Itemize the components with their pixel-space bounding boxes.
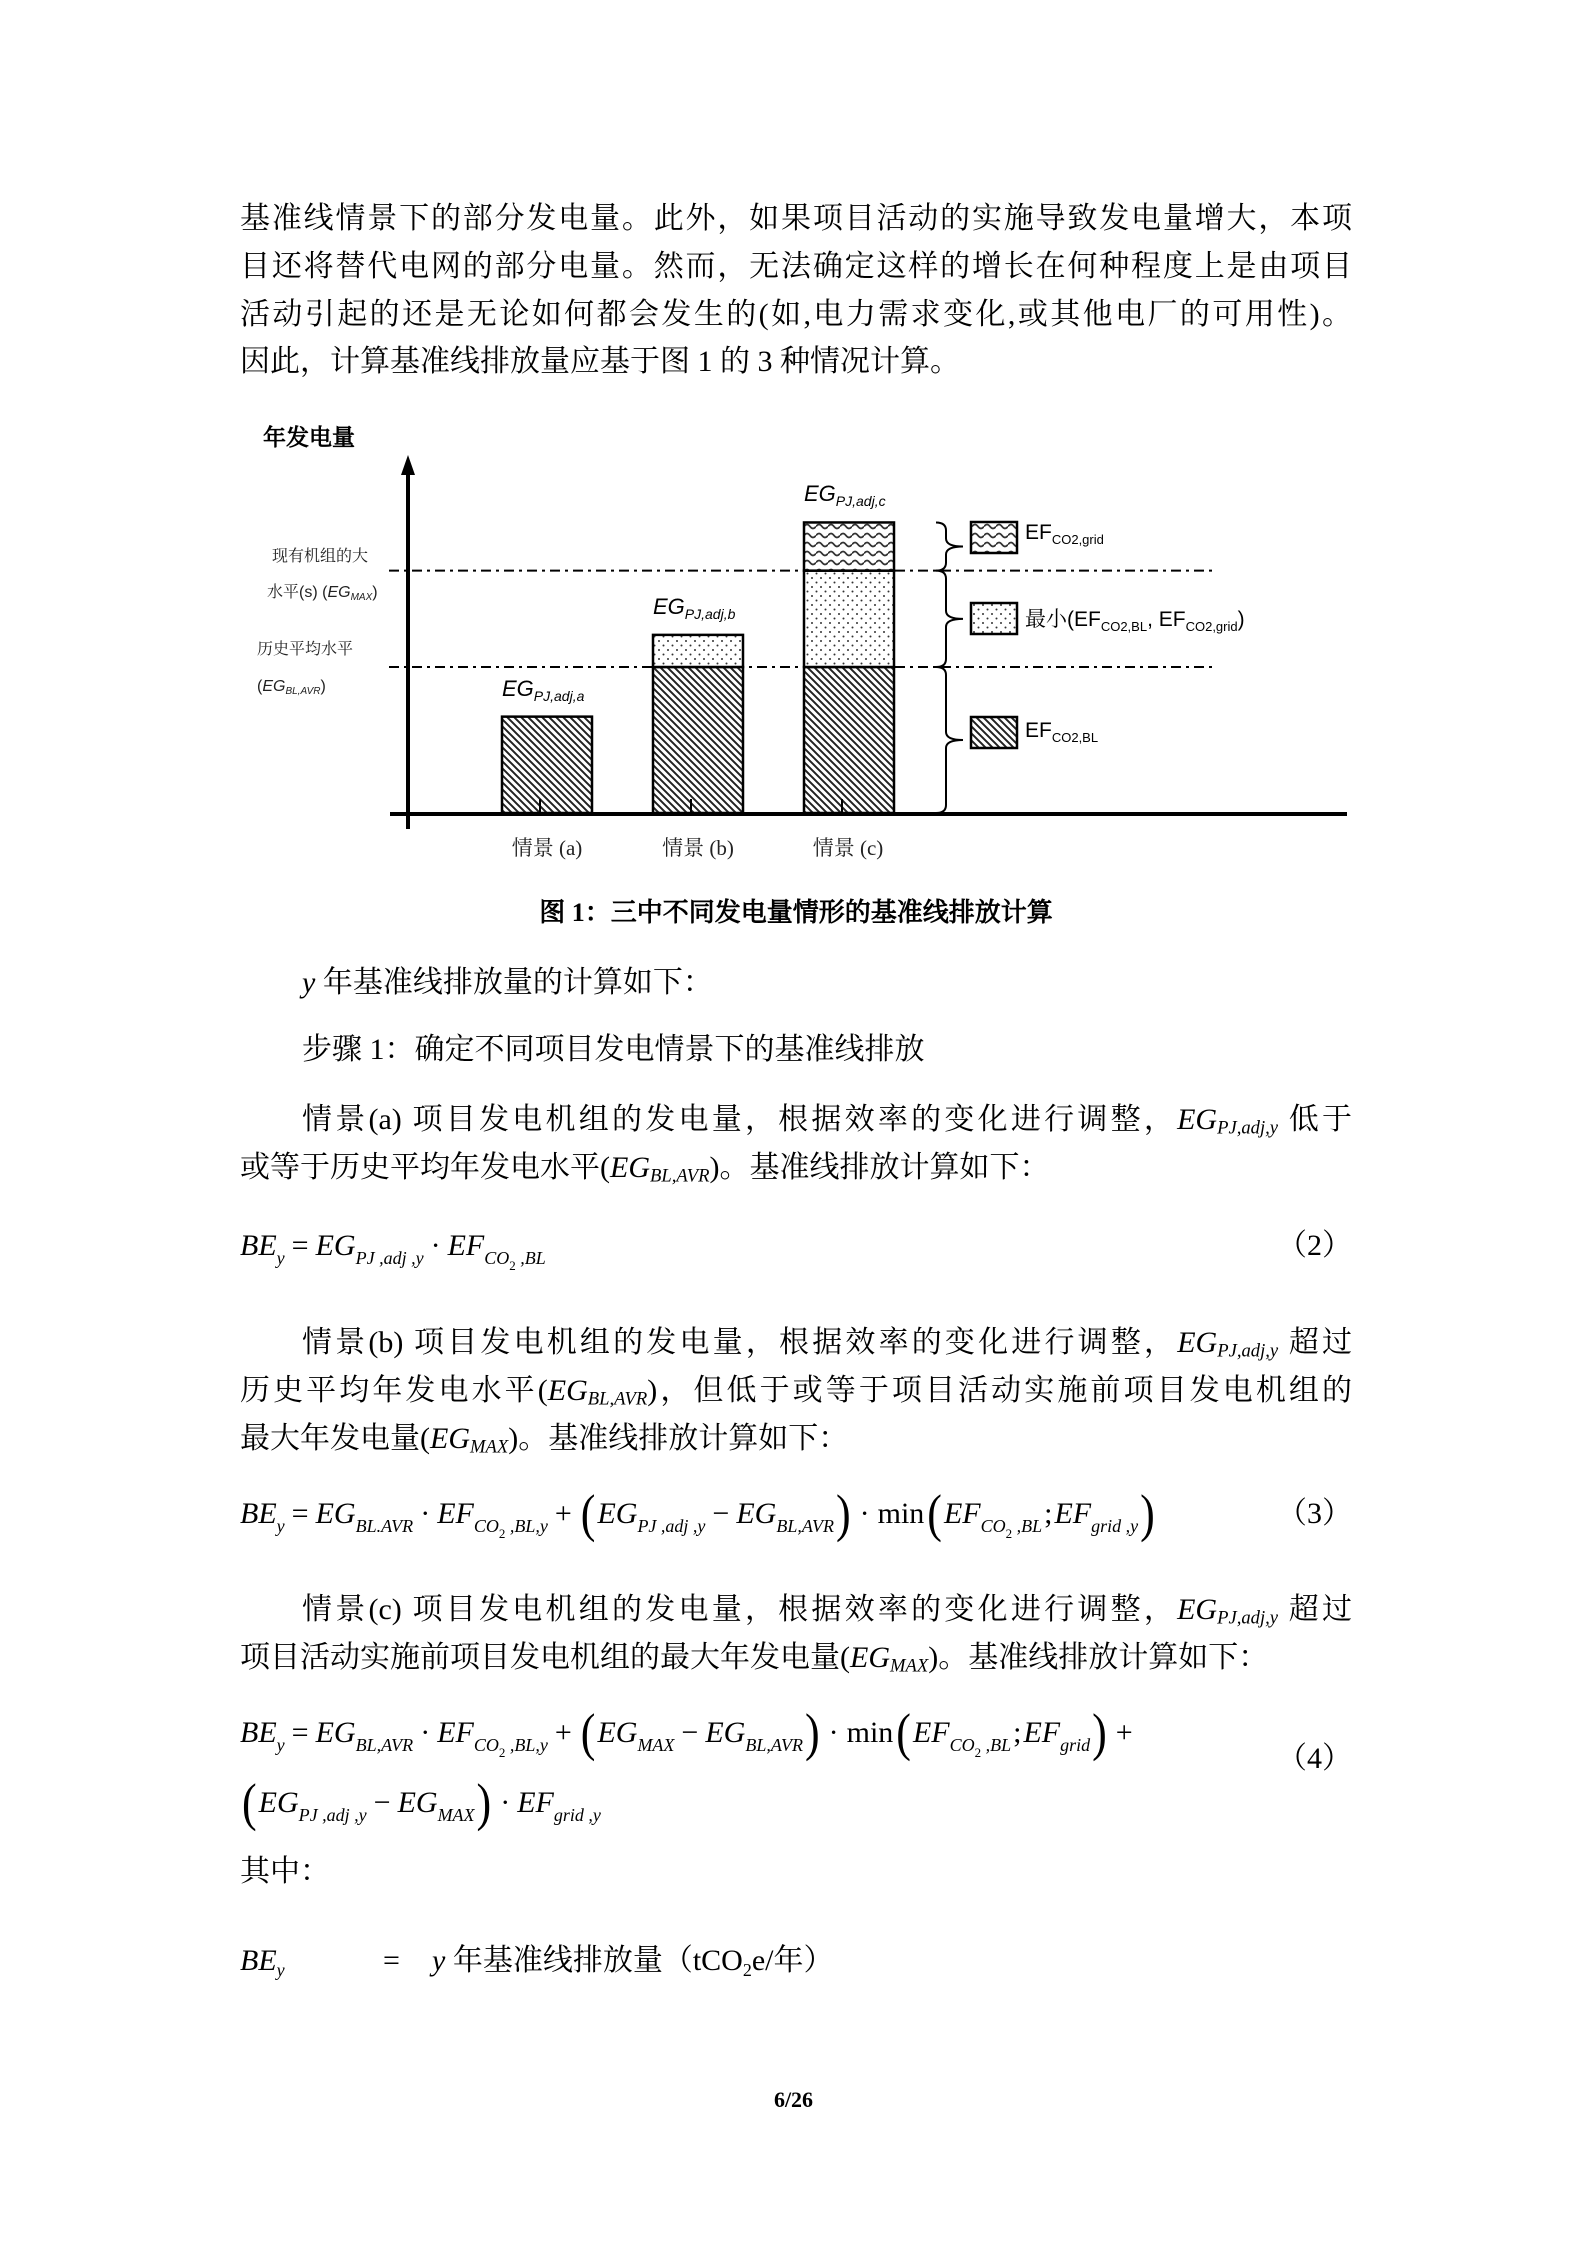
text-run: 情景(b) 项目发电机组的发电量，根据效率的变化进行调整，: [302, 1326, 1178, 1359]
scenario-b-line: [240, 1415, 848, 1463]
math-operator: ·: [430, 1229, 441, 1262]
subscript: PJ,adj,y: [1217, 1117, 1279, 1139]
subscript: PJ,adj,y: [1217, 1340, 1279, 1362]
where-label: [240, 1848, 330, 1896]
subscript: grid: [1060, 1735, 1091, 1755]
text-run: , EF: [1147, 608, 1186, 631]
math-operator: =: [291, 1497, 309, 1530]
parenthesis: (: [927, 1484, 942, 1543]
text-run: 其中：: [240, 1855, 330, 1888]
math-symbol: EG: [850, 1641, 890, 1674]
math-operator: =: [291, 1229, 309, 1262]
math-operator: +: [554, 1497, 572, 1530]
text-run: )。基准线排放计算如下：: [709, 1151, 1050, 1184]
math-symbol: EG: [1177, 1103, 1218, 1136]
text-run: )，但低于或等于项目活动实施前项目发电机组的: [647, 1374, 1352, 1407]
text-run: 超过: [1278, 1326, 1353, 1359]
equation-4-line-2: [240, 1773, 601, 1832]
figure-caption: 图 1：三中不同发电量情形的基准线排放计算: [539, 898, 1053, 927]
subscript: PJ ,adj ,y: [637, 1516, 706, 1536]
subscript: CO2,grid: [1051, 532, 1104, 547]
step-1-heading: [302, 1026, 925, 1074]
math-symbol: EG: [315, 1497, 356, 1530]
text-run: )。基准线排放计算如下：: [508, 1422, 849, 1455]
scenario-a-line: [302, 1096, 1352, 1144]
subscript: 2: [498, 1745, 506, 1760]
math-symbol: EG: [1177, 1326, 1218, 1359]
math-symbol: EG: [262, 678, 286, 695]
subscript: CO2,grid: [1185, 619, 1238, 634]
text-run: 目还将替代电网的部分电量。然而，无法确定这样的增长在何种程度上是由项目: [240, 250, 1352, 283]
bar-label: [502, 675, 584, 710]
subscript: CO2,BL: [1051, 730, 1099, 745]
definition-equals: =: [383, 1944, 400, 1977]
subscript: PJ,adj,a: [533, 687, 585, 704]
text-run: 情景(c) 项目发电机组的发电量，根据效率的变化进行调整，: [302, 1593, 1178, 1626]
math-symbol: EG: [1177, 1593, 1218, 1626]
definition-symbol: [240, 1937, 285, 1985]
math-symbol: EG: [327, 584, 351, 601]
reference-label-max: [267, 581, 378, 610]
parenthesis: ): [1140, 1484, 1155, 1543]
math-operator: −: [712, 1497, 730, 1530]
subscript: CO: [484, 1248, 510, 1268]
text-run: e/年）: [751, 1944, 834, 1977]
math-symbol: y: [432, 1944, 446, 1977]
subscript: BL,AVR: [776, 1516, 834, 1536]
subscript: PJ ,adj ,y: [298, 1805, 367, 1825]
subscript: ,BL: [1012, 1516, 1043, 1536]
text-run: )。基准线排放计算如下：: [928, 1641, 1269, 1674]
subscript: CO: [949, 1735, 975, 1755]
subscript: y: [276, 1735, 285, 1755]
math-operator: +: [1115, 1716, 1133, 1749]
math-symbol: EF: [437, 1497, 474, 1530]
bar-segment-ef-bl: [653, 667, 743, 813]
subscript: BL,AVR: [650, 1165, 710, 1187]
chart-marks: [389, 522, 1212, 813]
subscript: PJ,adj,y: [1217, 1607, 1279, 1629]
bar-segment-ef-bl: [502, 717, 592, 813]
subscript: 2: [974, 1745, 982, 1760]
subscript: ,BL,y: [505, 1516, 548, 1536]
subscript: BL,AVR: [355, 1735, 414, 1755]
subscript: PJ,adj,c: [835, 493, 886, 510]
parenthesis: ): [1092, 1703, 1107, 1762]
math-operator: ·: [859, 1497, 870, 1530]
legend-label: [1025, 519, 1104, 554]
math-operator: ·: [420, 1716, 431, 1749]
text-run: 步骤 1：确定不同项目发电情景下的基准线排放: [302, 1033, 925, 1066]
text-run: EF: [1025, 521, 1052, 544]
math-symbol: EG: [547, 1374, 588, 1407]
subscript: BL.AVR: [355, 1516, 414, 1536]
math-symbol: EG: [315, 1716, 356, 1749]
equation-2-number: （2）: [1277, 1229, 1352, 1262]
brace-icon: [936, 571, 963, 667]
math-symbol: EG: [258, 1786, 299, 1819]
legend-swatch-hatch: [971, 717, 1017, 748]
math-operator: =: [291, 1716, 309, 1749]
reference-label-max: [272, 545, 368, 569]
y-axis-arrow-icon: [401, 455, 415, 475]
text-run: 历史平均水平: [257, 641, 354, 658]
text-run: ): [320, 678, 326, 695]
math-operator: −: [681, 1716, 699, 1749]
page-number: 6/26: [773, 2087, 814, 2112]
text-run: 超过: [1278, 1593, 1352, 1626]
brace-icon: [936, 667, 963, 813]
reference-label-avr: [257, 638, 353, 662]
equation-3: [240, 1484, 1157, 1543]
subscript: PJ ,adj ,y: [355, 1248, 424, 1268]
subscript: MAX: [637, 1735, 675, 1755]
subscript: y: [276, 1516, 285, 1536]
math-symbol: EG: [430, 1422, 470, 1455]
math-symbol: EG: [315, 1229, 356, 1262]
equation-3-number: （3）: [1277, 1497, 1352, 1530]
subscript: BL,AVR: [745, 1735, 803, 1755]
math-symbol: EF: [912, 1716, 950, 1749]
subscript: CO: [980, 1516, 1006, 1536]
subscript: y: [276, 1248, 285, 1268]
text-run: 活动引起的还是无论如何都会发生的(如,电力需求变化,或其他电厂的可用性)。: [240, 298, 1352, 331]
math-symbol: BE: [240, 1229, 277, 1262]
math-symbol: EF: [437, 1716, 474, 1749]
text-run: 年基准线排放量的计算如下：: [315, 966, 713, 999]
parenthesis: (: [242, 1773, 257, 1832]
bar-label: [653, 593, 735, 628]
math-function: min: [846, 1716, 894, 1749]
math-symbol: EF: [1023, 1716, 1061, 1749]
legend-swatch-wave: [971, 522, 1017, 553]
scenario-a-line: [240, 1144, 1050, 1192]
text-run: 年基准线排放量（tCO: [445, 1944, 743, 1977]
scenario-c-line: [302, 1586, 1352, 1634]
math-symbol: BE: [240, 1716, 277, 1749]
subscript: MAX: [470, 1436, 509, 1458]
parenthesis: ): [835, 1484, 851, 1543]
text-run: 情景(a) 项目发电机组的发电量，根据效率的变化进行调整，: [302, 1103, 1178, 1136]
subscript: 2: [1005, 1526, 1013, 1541]
text-run: ): [372, 584, 378, 601]
definition-description: [432, 1937, 834, 1985]
math-symbol: EG: [397, 1786, 438, 1819]
subscript: y: [276, 1960, 285, 1980]
subscript: MAX: [437, 1805, 475, 1825]
subscript: ,BL: [981, 1735, 1012, 1755]
parenthesis: ): [476, 1773, 492, 1832]
equation-2: [240, 1222, 546, 1273]
equation-4-number: （4）: [1277, 1742, 1352, 1775]
text-run: (: [257, 678, 263, 695]
calc-intro: [302, 959, 713, 1007]
subscript: BL,AVR: [285, 686, 321, 697]
scenario-b-line: [240, 1367, 1352, 1415]
x-tick-label: 情景 (c): [812, 836, 884, 860]
reference-label-avr: [257, 675, 326, 704]
text-run: EF: [1025, 719, 1052, 742]
math-operator: ·: [420, 1497, 431, 1530]
text-run: 或等于历史平均年发电水平(: [240, 1151, 610, 1184]
subscript: PJ,adj,b: [684, 605, 736, 622]
math-symbol: EF: [943, 1497, 981, 1530]
math-symbol: EG: [597, 1497, 638, 1530]
subscript: 2: [742, 1960, 752, 1980]
subscript: CO2,BL: [1100, 619, 1148, 634]
subscript: ,BL,y: [505, 1735, 548, 1755]
punctuation: ;: [1013, 1716, 1022, 1749]
text-run: 最大年发电量(: [240, 1422, 430, 1455]
bar-segment-ef-grid: [804, 522, 894, 570]
text-run: ): [1237, 608, 1245, 631]
legend-label: [1025, 717, 1098, 752]
math-operator: ·: [500, 1786, 511, 1819]
text-run: 低于: [1278, 1103, 1352, 1136]
math-symbol: EG: [736, 1497, 777, 1530]
math-symbol: y: [302, 966, 316, 999]
math-symbol: EF: [517, 1786, 554, 1819]
subscript: grid ,y: [1091, 1516, 1139, 1536]
subscript: grid ,y: [553, 1805, 601, 1825]
math-symbol: EG: [705, 1716, 746, 1749]
math-symbol: EG: [597, 1716, 638, 1749]
text-run: 最小(EF: [1025, 608, 1101, 631]
x-tick-label: 情景 (b): [662, 836, 734, 860]
math-symbol: EG: [502, 675, 534, 701]
parenthesis: (: [580, 1703, 596, 1762]
legend-swatch-dots: [971, 603, 1017, 634]
y-axis-title: 年发电量: [263, 424, 355, 450]
legend-label: [1025, 606, 1245, 641]
subscript: CO: [473, 1735, 499, 1755]
math-symbol: EF: [447, 1229, 485, 1262]
text-run: 水平(s) (: [267, 584, 328, 601]
math-function: min: [877, 1497, 925, 1530]
parenthesis: (: [580, 1484, 596, 1543]
scenario-c-line: [240, 1634, 1268, 1682]
math-symbol: EG: [610, 1151, 650, 1184]
subscript: 2: [509, 1258, 516, 1273]
subscript: BL,AVR: [587, 1388, 648, 1410]
subscript: CO: [473, 1516, 499, 1536]
math-operator: ·: [828, 1716, 839, 1749]
math-symbol: EG: [804, 481, 836, 507]
subscript: ,BL: [515, 1248, 546, 1268]
math-operator: +: [554, 1716, 572, 1749]
bar-label: [804, 480, 886, 515]
text-run: 基准线情景下的部分发电量。此外，如果项目活动的实施导致发电量增大，本项: [240, 202, 1352, 235]
math-symbol: BE: [240, 1497, 277, 1530]
brace-icon: [936, 522, 963, 570]
math-symbol: EG: [653, 593, 685, 619]
parenthesis: ): [804, 1703, 820, 1762]
subscript: 2: [498, 1526, 506, 1541]
math-symbol: EF: [1054, 1497, 1092, 1530]
parenthesis: (: [896, 1703, 911, 1762]
text-run: 历史平均年发电水平(: [240, 1374, 548, 1407]
bar-segment-ef-min: [653, 635, 743, 667]
equation-4-line-1: [240, 1703, 1140, 1762]
punctuation: ;: [1044, 1497, 1053, 1530]
text-run: 项目活动实施前项目发电机组的最大年发电量(: [240, 1641, 850, 1674]
math-symbol: BE: [240, 1944, 277, 1977]
math-operator: −: [373, 1786, 391, 1819]
bar-segment-ef-bl: [804, 667, 894, 813]
bar-segment-ef-min: [804, 571, 894, 667]
scenario-b-line: [302, 1319, 1352, 1367]
figure-1-chart: [0, 0, 1587, 900]
subscript: MAX: [350, 592, 373, 603]
text-run: 因此，计算基准线排放量应基于图 1 的 3 种情况计算。: [240, 345, 960, 378]
x-tick-label: 情景 (a): [511, 836, 583, 860]
text-run: 现有机组的大: [272, 548, 369, 565]
subscript: MAX: [890, 1655, 929, 1677]
